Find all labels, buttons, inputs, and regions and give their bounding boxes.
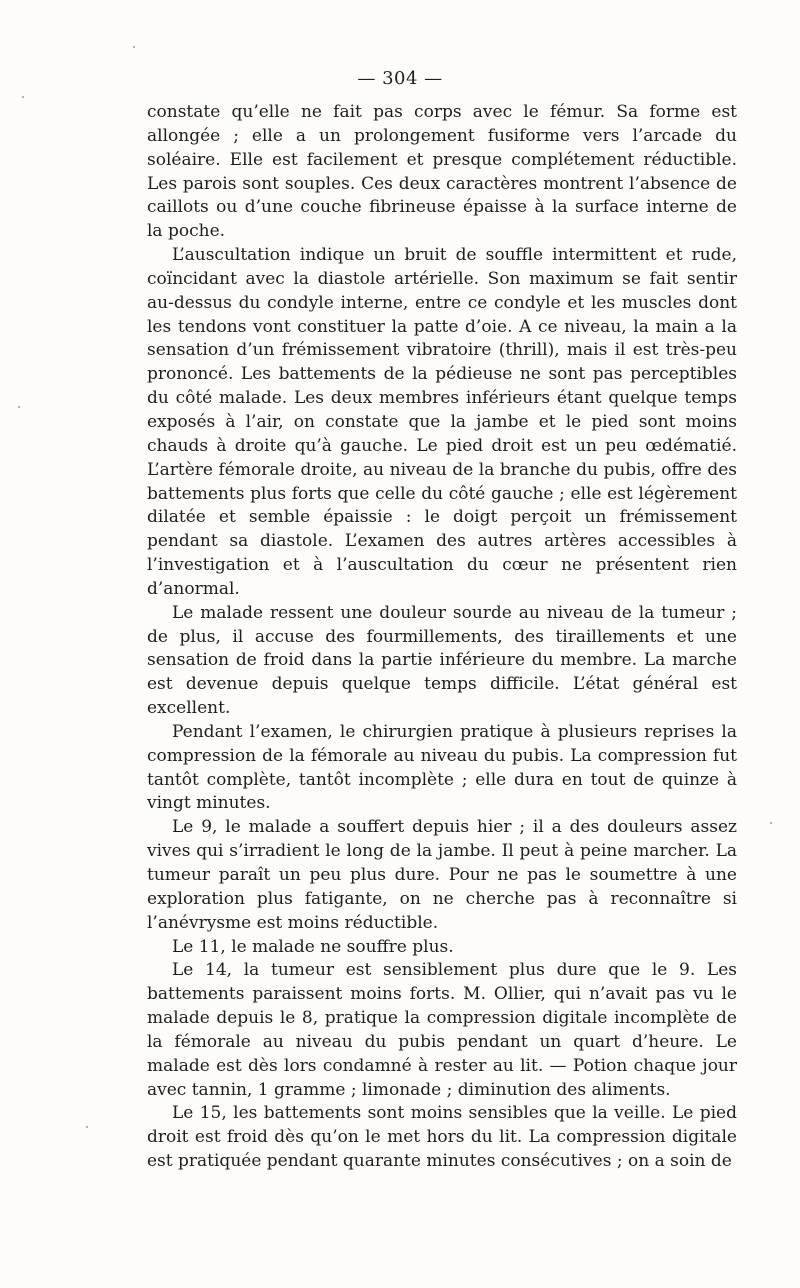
paragraph-3: Le malade ressent une douleur sourde au niveau de la tumeur ; de plus, il accuse des fourmillements, des tiraillements et une sensation de froid dans la partie inférieure du membre. La marche est devenue depuis quelque temps difficile. L’état général est excellent. bbox=[147, 602, 737, 719]
page-number: — 304 — bbox=[357, 68, 443, 89]
paper-speck bbox=[86, 1126, 88, 1128]
paper-speck bbox=[18, 406, 20, 408]
paragraph-4: Pendant l’examen, le chirurgien pratique à plusieurs reprises la compression de la fémorale au niveau du pubis. La compression fut tantôt complète, tantôt incomplète ; elle dura en tout de quinze à vingt minutes. bbox=[147, 721, 737, 814]
paragraph-1: constate qu’elle ne fait pas corps avec le fémur. Sa forme est allongée ; elle a un prolongement fusiforme vers l’arcade du soléaire. Elle est facilement et presque complétement réductible. Les parois sont souples. Ces deux caractères montrent l’absence de caillots ou d’une couche fibrineuse épaisse à la surface interne de la poche. bbox=[147, 102, 737, 242]
body-text bbox=[147, 101, 737, 1174]
paragraph-7: Le 14, la tumeur est sensiblement plus dure que le 9. Les battements paraissent moins forts. M. Ollier, qui n’avait pas vu le malade depuis le 8, pratique la compression digitale incomplète de la fémorale au niveau du pubis pendant un quart d’heure. Le malade est dès lors condamné à rester au lit. — Potion chaque jour avec tannin, 1 gramme ; limonade ; diminution des aliments. bbox=[147, 960, 737, 1100]
paper-speck bbox=[133, 46, 135, 48]
paragraph-5: Le 9, le malade a souffert depuis hier ; il a des douleurs assez vives qui s’irradient le long de la jambe. Il peut à peine marcher. La tumeur paraît un peu plus dure. Pour ne pas le soumettre à une exploration plus fatigante, on ne cherche pas à reconnaître si l’anévrysme est moins réductible. bbox=[147, 817, 737, 933]
paragraph-6: Le 11, le malade ne souffre plus. bbox=[172, 936, 454, 957]
paper-speck bbox=[770, 822, 772, 824]
paper-speck bbox=[22, 96, 24, 98]
paragraph-8: Le 15, les battements sont moins sensibles que la veille. Le pied droit est froid dès qu’on le met hors du lit. La compression digitale est pratiquée pendant quarante minutes consécutives ; on a soin de bbox=[147, 1103, 737, 1172]
paragraph-2: L’auscultation indique un bruit de souffle intermittent et rude, coïncidant avec la diastole artérielle. Son maximum se fait sentir au-dessus du condyle interne, entre ce condyle et les muscles dont les tendons vont constituer la patte d’oie. A ce niveau, la main a la sensation d’un frémissement vibratoire (thrill), mais il est très-peu prononcé. Les battements de la pédieuse ne sont pas perceptibles du côté malade. Les deux membres inférieurs étant quelque temps exposés à l’air, on constate que la jambe et le pied sont moins chauds à droite qu’à gauche. Le pied droit est un peu œdématié. L’artère fémorale droite, au niveau de la branche du pubis, offre des battements plus forts que celle du côté gauche ; elle est légèrement dilatée et semble épaissie : le doigt perçoit un frémissement pendant sa diastole. L’examen des autres artères accessibles à l’investigation et à l’auscultation du cœur ne présentent rien d’anormal. bbox=[147, 245, 737, 599]
